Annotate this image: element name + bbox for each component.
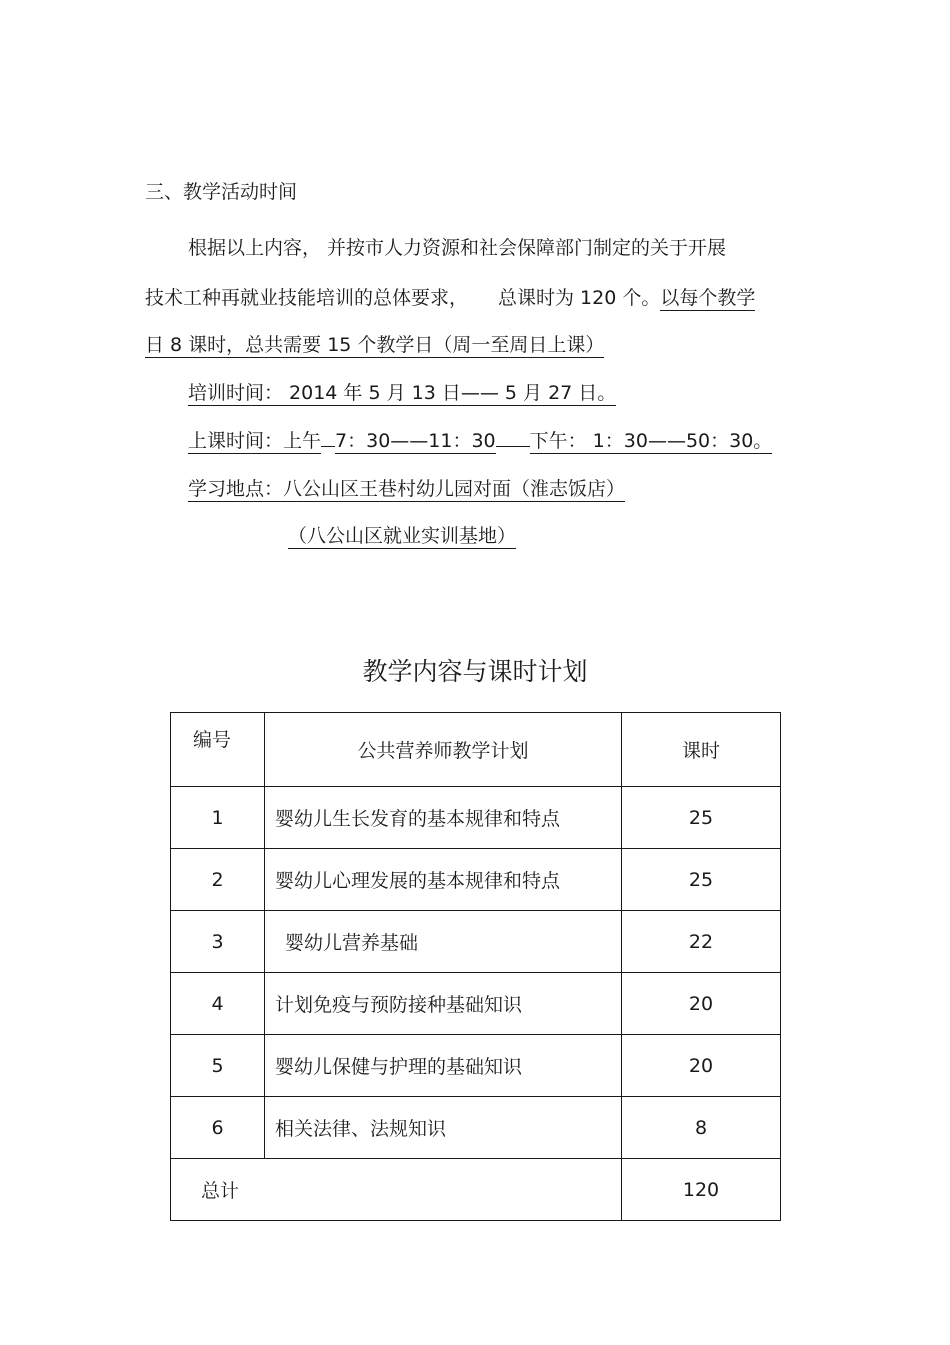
study-location [188,477,625,501]
table-header-row [171,713,781,787]
row-plan: 相关法律、法规知识 [265,1097,622,1159]
row-hours: 8 [622,1097,781,1159]
paragraph-line-2-part-a: 技术工种再就业技能培训的总体要求， [145,287,469,309]
table-title: 教学内容与课时计划 [362,657,588,686]
paragraph-line-2-part-b: 总课时为 120 个。 [498,287,661,309]
table-row [171,911,781,973]
training-time-text: 培训时间： 2014 年 5 月 13 日—— 5 月 27 日。 [188,382,617,404]
class-time-label: 上课时间：上午 [188,430,322,452]
paragraph-line-3-text: 日 8 课时，总共需要 15 个教学日（周一至周日上课） [145,334,605,356]
row-hours: 22 [622,911,781,973]
row-hours: 25 [622,787,781,849]
row-hours: 20 [622,1035,781,1097]
row-plan: 婴幼儿保健与护理的基础知识 [265,1035,622,1097]
paragraph-line-3 [145,333,604,357]
paragraph-line-1: 根据以上内容， 并按市人力资源和社会保障部门制定的关于开展 [188,237,727,259]
header-no: 编号 [171,713,265,787]
row-no: 2 [171,849,265,911]
row-no: 1 [171,787,265,849]
section-heading: 三、教学活动时间 [145,181,298,203]
row-no: 3 [171,911,265,973]
table-row [171,973,781,1035]
row-hours: 25 [622,849,781,911]
study-location-text: 学习地点：八公山区王巷村幼儿园对面（淮志饭店） [188,478,626,500]
total-label: 总计 [171,1159,622,1221]
study-location-note-text: （八公山区就业实训基地） [288,525,517,547]
paragraph-line-2 [145,286,755,310]
table-row [171,849,781,911]
table-row [171,1035,781,1097]
row-no: 4 [171,973,265,1035]
class-time-afternoon: 下午： 1：30——50：30。 [529,430,773,452]
class-time-morning: 7：30——11：30 [335,430,496,452]
table-row [171,787,781,849]
header-plan: 公共营养师教学计划 [265,713,622,787]
row-hours: 20 [622,973,781,1035]
teaching-plan-table [170,712,781,1221]
paragraph-line-2-part-c: 以每个教学 [660,287,756,309]
row-no: 6 [171,1097,265,1159]
row-plan: 计划免疫与预防接种基础知识 [265,973,622,1035]
study-location-note [288,524,516,548]
header-hours: 课时 [622,713,781,787]
row-plan: 婴幼儿生长发育的基本规律和特点 [265,787,622,849]
total-hours: 120 [622,1159,781,1221]
row-no: 5 [171,1035,265,1097]
row-plan: 婴幼儿心理发展的基本规律和特点 [265,849,622,911]
row-plan: 婴幼儿营养基础 [265,911,622,973]
table-row [171,1097,781,1159]
table-total-row [171,1159,781,1221]
training-time [188,381,616,405]
class-time [188,429,772,453]
